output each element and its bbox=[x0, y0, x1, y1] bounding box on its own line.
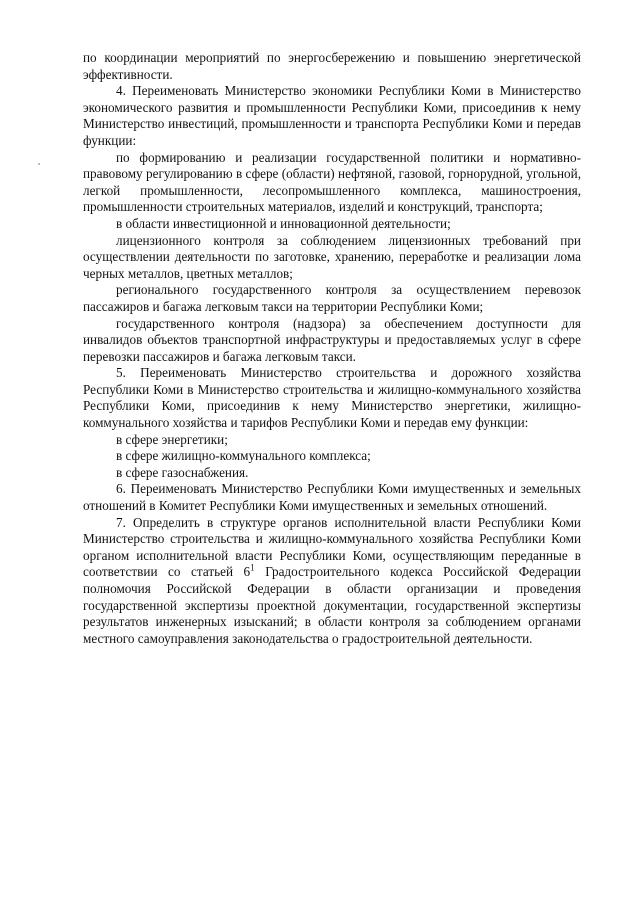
paragraph-item-4-function-investment: в области инвестиционной и инновационной деятельности; bbox=[116, 215, 451, 231]
paragraph-item-5-function-housing: в сфере жилищно-коммунального комплекса; bbox=[116, 448, 371, 464]
article-superscript: 1 bbox=[250, 563, 255, 574]
paragraph-item-4-function-policy: по формированию и реализации государственной политики и нормативно-правовому регулированию в сфере (области) нефтяной, газовой, горнорудной, угольной, легкой промышленности, лесопромышленного комплекса, машиностроения, промышленности строительных материалов, изделий и конструкций, транспорта; bbox=[83, 149, 581, 215]
paragraph-item-7 bbox=[83, 515, 581, 648]
paragraph-item-4-function-accessibility: государственного контроля (надзора) за обеспечением доступности для инвалидов объектов транспортной инфраструктуры и предоставляемых услуг в сфере перевозки пассажиров и багажа легковым такси. bbox=[83, 315, 581, 364]
paragraph-item-5-function-gas: в сфере газоснабжения. bbox=[116, 464, 249, 480]
paragraph-item-7-text-b: Градостроительного кодекса Российской Федерации полномочия Российской Федерации в области организации и проведения государственной экспертизы проектной документации, государственной экспертизы результатов инженерных изысканий; в области контроля за соблюдением органами местного самоуправления законодательства о градостроительной деятельности. bbox=[83, 564, 581, 646]
paragraph-item-4-function-licensing: лицензионного контроля за соблюдением лицензионных требований при осуществлении деятельности по заготовке, хранению, переработке и реализации лома черных металлов, цветных металлов; bbox=[83, 232, 581, 281]
paragraph-item-4-function-taxi-control: регионального государственного контроля за осуществлением перевозок пассажиров и багажа легковым такси на территории Республики Коми; bbox=[83, 282, 581, 314]
paragraph-item-5-function-energy: в сфере энергетики; bbox=[116, 431, 228, 447]
paragraph-item-7-text-a: 7. Определить в структуре органов исполнительной власти Республики Коми Министерство строительства и жилищно-коммунального хозяйства Республики Коми органом исполнительной власти Республики Коми, осуществляющим переданные в соответствии со статьей 6 bbox=[83, 514, 581, 580]
paragraph-item-5: 5. Переименовать Министерство строительства и дорожного хозяйства Республики Коми в Министерство строительства и жилищно-коммунального хозяйства Республики Коми, присоединив к нему Министерство энергетики, жилищно-коммунального хозяйства и тарифов Республики Коми и передав ему функции: bbox=[83, 365, 581, 431]
paragraph-item-4: 4. Переименовать Министерство экономики Республики Коми в Министерство экономического развития и промышленности Республики Коми, присоединив к нему Министерство инвестиций, промышленности и транспорта Республики Коми и передав функции: bbox=[83, 83, 581, 148]
scan-speck bbox=[38, 163, 40, 165]
paragraph-item-6: 6. Переименовать Министерство Республики Коми имущественных и земельных отношений в Комитет Республики Коми имущественных и земельных отношений. bbox=[83, 481, 581, 514]
document-page bbox=[83, 50, 581, 647]
paragraph-continuation: по координации мероприятий по энергосбережению и повышению энергетической эффективности. bbox=[83, 50, 581, 82]
